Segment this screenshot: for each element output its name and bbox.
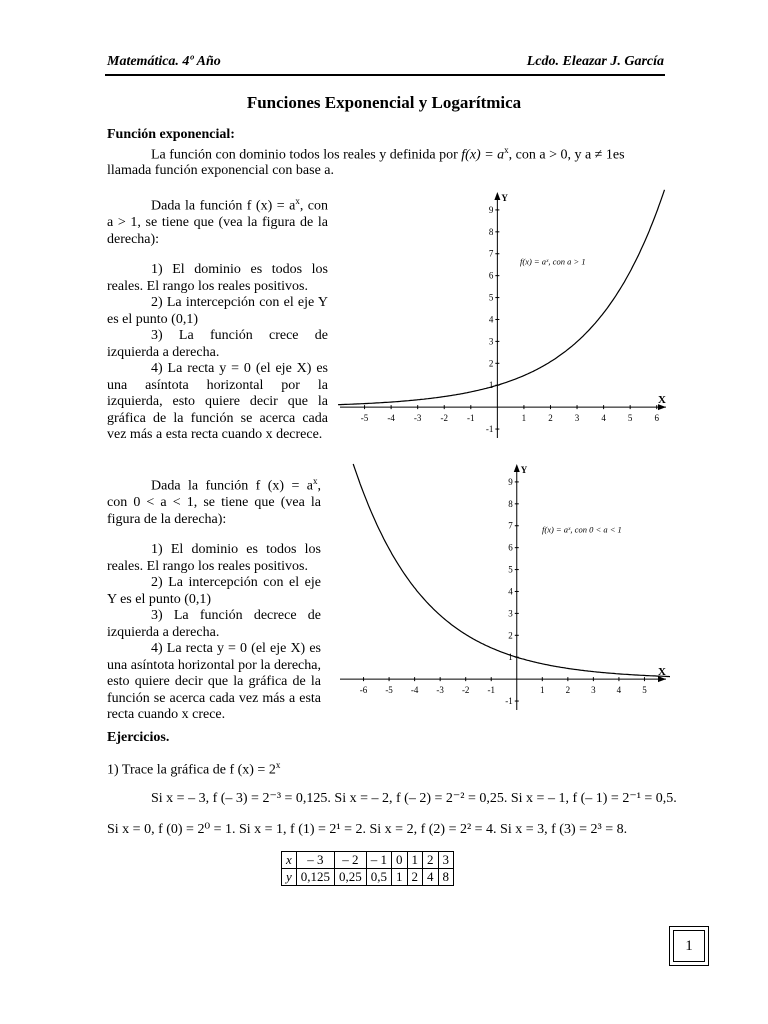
exercise-1-values-line-2: Si x = 0, f (0) = 2⁰ = 1. Si x = 1, f (1) = 2¹ = 2. Si x = 2, f (2) = 2² = 4. Si x = 3, f (3) = 2³ = 8. xyxy=(107,822,628,837)
x-tick-label: -1 xyxy=(487,685,495,696)
block2-item-3: 3) La función decrece de izquierda a derecha. xyxy=(107,608,321,640)
x-tick-label: 1 xyxy=(540,685,545,696)
y-tick-label: 7 xyxy=(488,248,494,259)
intro-text-c: a > 0, y a ≠ 1es xyxy=(539,147,625,163)
page-title: Funciones Exponencial y Logarítmica xyxy=(246,93,522,112)
x-tick-label: 2 xyxy=(565,685,571,696)
x-tick-label: 1 xyxy=(521,413,527,424)
block1-text xyxy=(107,193,328,444)
exercise-1-values-line-1: Si x = – 3, f (– 3) = 2⁻³ = 0,125. Si x = – 2, f (– 2) = 2⁻² = 0,25. Si x = – 1, f (– 1) = 2⁻¹ = 0,5. xyxy=(151,791,677,806)
block2-lead-exp: x xyxy=(313,476,318,486)
x-tick-label: -4 xyxy=(387,413,395,424)
x-tick-label: -3 xyxy=(436,685,444,696)
block1-item-2: 2) La intercepción con el eje Y es el punto (0,1) xyxy=(107,295,328,327)
intro-text-a: La función con dominio todos los reales y definida por xyxy=(151,147,462,163)
section-heading-exponential: Función exponencial: xyxy=(107,127,235,142)
block2-lead-b: , con 0 < a < 1, se tiene que (vea la figura de la derecha): xyxy=(107,478,321,527)
table-cell: – 3 xyxy=(296,852,334,869)
table-cell: 0 xyxy=(392,852,408,869)
y-tick-label: -1 xyxy=(505,696,513,707)
table-header-x: x xyxy=(282,852,297,869)
y-tick-label: 7 xyxy=(508,520,513,531)
y-tick-label: 1 xyxy=(488,380,494,391)
y-tick-label: 6 xyxy=(488,270,494,281)
y-tick-label: 5 xyxy=(488,292,494,303)
y-tick-label: 2 xyxy=(508,630,513,641)
y-tick-label: 4 xyxy=(508,586,513,597)
intro-line-1 xyxy=(151,145,667,164)
x-tick-label: -6 xyxy=(359,685,368,696)
intro-text-b: , con xyxy=(508,147,540,163)
x-tick-label: 4 xyxy=(601,413,606,424)
function-label: f(x) = aˣ, con a > 1 xyxy=(520,256,586,267)
table-cell: 0,125 xyxy=(296,869,334,886)
y-tick-label: 8 xyxy=(488,226,494,237)
y-tick-label: 2 xyxy=(488,358,494,369)
y-tick-label: 9 xyxy=(508,476,513,487)
block1-item-3: 3) La función crece de izquierda a derecha. xyxy=(107,328,328,360)
block2-text xyxy=(107,473,321,724)
x-tick-label: 5 xyxy=(642,685,647,696)
x-tick-label: 4 xyxy=(616,685,622,696)
y-axis-label: Y xyxy=(520,465,528,475)
y-tick-label: 1 xyxy=(508,652,513,663)
block1-lead-exp: x xyxy=(295,196,300,206)
intro-exp: x xyxy=(504,145,509,155)
block2-lead xyxy=(107,473,321,528)
table-cell: 4 xyxy=(423,869,439,886)
x-tick-label: 5 xyxy=(627,413,633,424)
graph-exponential-decay xyxy=(338,460,670,712)
graph-exponential-growth xyxy=(338,188,670,440)
function-label: f(x) = aˣ, con 0 < a < 1 xyxy=(542,524,622,535)
block2-item-4: 4) La recta y = 0 (el eje X) es una asíntota horizontal por la derecha, esto quiere decir que la gráfica de la función se acerca cada vez más a esta recta cuando x crece. xyxy=(107,641,321,723)
table-row-y xyxy=(282,869,454,886)
block1-item-1: 1) El dominio es todos los reales. El rango los reales positivos. xyxy=(107,262,328,294)
y-tick-label: 5 xyxy=(508,564,513,575)
x-axis-label: X xyxy=(658,666,666,679)
x-tick-label: -5 xyxy=(360,413,369,424)
x-tick-label: 6 xyxy=(654,413,659,424)
block1-lead xyxy=(107,193,328,248)
table-cell: 2 xyxy=(423,852,439,869)
intro-fx: f(x) = a xyxy=(461,147,505,163)
page-number-box xyxy=(669,926,709,966)
table-cell: 1 xyxy=(407,852,423,869)
table-header-y: y xyxy=(282,869,297,886)
block1-lead-a: Dada la función f (x) = a xyxy=(151,198,296,214)
block2-item-2: 2) La intercepción con el eje Y es el punto (0,1) xyxy=(107,575,321,607)
x-tick-label: 3 xyxy=(574,413,580,424)
exercises-heading: Ejercicios. xyxy=(107,730,170,745)
table-cell: – 1 xyxy=(366,852,391,869)
x-tick-label: -2 xyxy=(461,685,470,696)
x-tick-label: 3 xyxy=(591,685,596,696)
y-axis-label: Y xyxy=(501,193,508,203)
y-tick-label: 4 xyxy=(488,314,494,325)
block2-item-1: 1) El dominio es todos los reales. El rango los reales positivos. xyxy=(107,542,321,574)
table-cell: 3 xyxy=(438,852,454,869)
page-number: 1 xyxy=(673,930,705,962)
exercise-1 xyxy=(107,760,280,779)
function-curve xyxy=(338,190,665,405)
x-tick-label: 2 xyxy=(548,413,553,424)
table-cell: 1 xyxy=(392,869,408,886)
y-tick-label: -1 xyxy=(485,424,494,435)
table-cell: – 2 xyxy=(335,852,367,869)
y-tick-label: 6 xyxy=(508,542,513,553)
y-tick-label: 9 xyxy=(488,204,494,215)
header-rule xyxy=(105,74,665,76)
x-tick-label: -2 xyxy=(440,413,448,424)
y-axis-arrow xyxy=(514,464,520,472)
table-cell: 8 xyxy=(438,869,454,886)
y-axis-arrow xyxy=(494,192,500,200)
values-table xyxy=(281,851,454,886)
table-cell: 2 xyxy=(407,869,423,886)
x-axis-label: X xyxy=(658,394,666,407)
header-subject: Matemática. 4º Año xyxy=(107,54,221,69)
exercise-1-text: 1) Trace la gráfica de f (x) = 2 xyxy=(107,762,276,778)
intro-line-2: llamada función exponencial con base a. xyxy=(107,163,335,178)
block2-lead-a: Dada la función f (x) = a xyxy=(151,478,313,494)
exercise-1-exp: x xyxy=(275,760,281,770)
x-tick-label: -4 xyxy=(410,685,419,696)
block1-lead-b: , con a > 1, se tiene que (vea la figura de la derecha): xyxy=(107,198,328,247)
y-tick-label: 3 xyxy=(488,336,494,347)
block1-item-4: 4) La recta y = 0 (el eje X) es una asíntota horizontal por la izquierda, esto quiere decir que la gráfica de la función se acerca cada vez más a esta recta cuando x decrece. xyxy=(107,361,328,443)
x-tick-label: -1 xyxy=(467,413,475,424)
header-author: Lcdo. Eleazar J. García xyxy=(526,54,664,69)
table-cell: 0,25 xyxy=(335,869,367,886)
table-row-x xyxy=(282,852,454,869)
table-cell: 0,5 xyxy=(366,869,391,886)
x-tick-label: -3 xyxy=(413,413,422,424)
y-tick-label: 3 xyxy=(508,608,513,619)
y-tick-label: 8 xyxy=(508,498,513,509)
x-tick-label: -5 xyxy=(385,685,393,696)
